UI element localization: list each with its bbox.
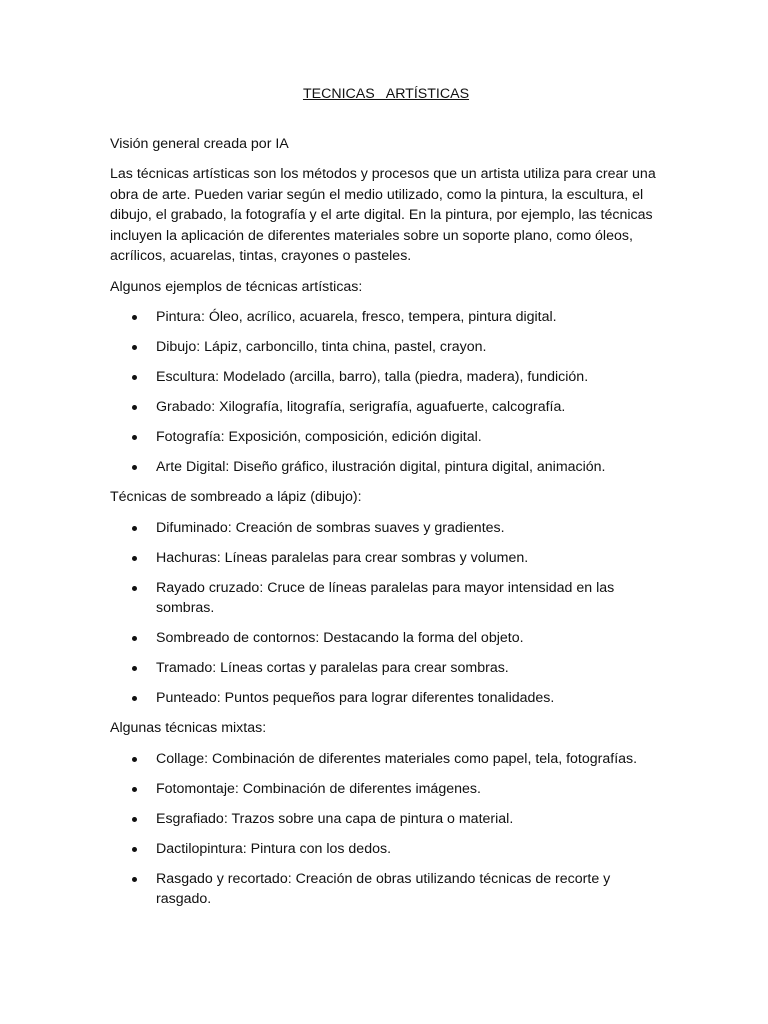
list-item-text: Fotomontaje: Combinación de diferentes imágenes.: [156, 780, 481, 797]
bullet-icon: [132, 375, 137, 380]
list-item: [110, 367, 662, 388]
list-item: [110, 307, 662, 328]
section-label-shading: Técnicas de sombreado a lápiz (dibujo):: [110, 489, 362, 505]
list-item-text: Punteado: Puntos pequeños para lograr diferentes tonalidades.: [156, 690, 555, 706]
bullet-icon: [132, 586, 137, 591]
intro-paragraph: Las técnicas artísticas son los métodos y procesos que un artista utiliza para crear una obra de arte. Pueden variar según el medio utilizado, como la pintura, la escultura, el dibujo, el grabado, la fotografía y el arte digital. En la pintura, por ejemplo, las técnicas incluyen la aplicación de diferentes materiales sobre un soporte plano, como óleos, acrílicos, acuarelas, tintas, crayones o pasteles.: [110, 166, 656, 264]
list-item-text: Tramado: Líneas cortas y paralelas para crear sombras.: [156, 660, 509, 676]
list-item-text: Difuminado: Creación de sombras suaves y gradientes.: [156, 519, 505, 536]
list-item-text: Rasgado y recortado: Creación de obras utilizando técnicas de recorte y rasgado.: [156, 870, 611, 907]
bullet-icon: [132, 526, 137, 531]
list-item: [110, 688, 662, 709]
list-item-text: Hachuras: Líneas paralelas para crear sombras y volumen.: [156, 549, 529, 566]
list-item-text: Dibujo: Lápiz, carboncillo, tinta china, pastel, crayon.: [156, 339, 487, 355]
bullet-icon: [132, 666, 137, 671]
list-item-text: Fotografía: Exposición, composición, edición digital.: [156, 429, 482, 445]
list-item: [110, 578, 662, 619]
list-item: [110, 839, 662, 860]
section-label-examples: Algunos ejemplos de técnicas artísticas:: [110, 278, 363, 295]
list-item-text: Sombreado de contornos: Destacando la forma del objeto.: [156, 630, 524, 646]
list-item-text: Rayado cruzado: Cruce de líneas paralelas para mayor intensidad en las sombras.: [156, 579, 615, 616]
list-item: [110, 518, 662, 539]
document-body: [110, 84, 662, 919]
bullet-list-shading: [110, 518, 662, 709]
list-item: [110, 337, 662, 358]
section-label-mixed: Algunas técnicas mixtas:: [110, 720, 267, 736]
list-item-text: Esgrafiado: Trazos sobre una capa de pintura o material.: [156, 810, 514, 827]
list-item-text: Arte Digital: Diseño gráfico, ilustración digital, pintura digital, animación.: [156, 459, 606, 475]
document-title: TECNICAS ARTÍSTICAS: [302, 86, 470, 102]
list-item-text: Collage: Combinación de diferentes materiales como papel, tela, fotografías.: [156, 750, 638, 767]
list-item-text: Pintura: Óleo, acrílico, acuarela, fresco, tempera, pintura digital.: [156, 309, 557, 325]
list-item: [110, 628, 662, 649]
bullet-icon: [132, 817, 137, 822]
bullet-icon: [132, 757, 137, 762]
bullet-icon: [132, 556, 137, 561]
list-item-text: Escultura: Modelado (arcilla, barro), talla (piedra, madera), fundición.: [156, 369, 589, 385]
list-item: [110, 869, 662, 910]
bullet-icon: [132, 405, 137, 410]
bullet-list-examples: [110, 307, 662, 478]
list-item: [110, 548, 662, 569]
list-item: [110, 457, 662, 478]
overview-heading: Visión general creada por IA: [110, 135, 289, 152]
list-item-text: Grabado: Xilografía, litografía, serigrafía, aguafuerte, calcografía.: [156, 399, 566, 415]
bullet-list-mixed: [110, 749, 662, 910]
list-item-text: Dactilopintura: Pintura con los dedos.: [156, 840, 392, 857]
bullet-icon: [132, 696, 137, 701]
bullet-icon: [132, 877, 137, 882]
bullet-icon: [132, 465, 137, 470]
bullet-icon: [132, 847, 137, 852]
bullet-icon: [132, 435, 137, 440]
bullet-icon: [132, 315, 137, 320]
bullet-icon: [132, 787, 137, 792]
list-item: [110, 427, 662, 448]
list-item: [110, 779, 662, 800]
list-item: [110, 658, 662, 679]
bullet-icon: [132, 636, 137, 641]
bullet-icon: [132, 345, 137, 350]
list-item: [110, 397, 662, 418]
list-item: [110, 749, 662, 770]
list-item: [110, 809, 662, 830]
